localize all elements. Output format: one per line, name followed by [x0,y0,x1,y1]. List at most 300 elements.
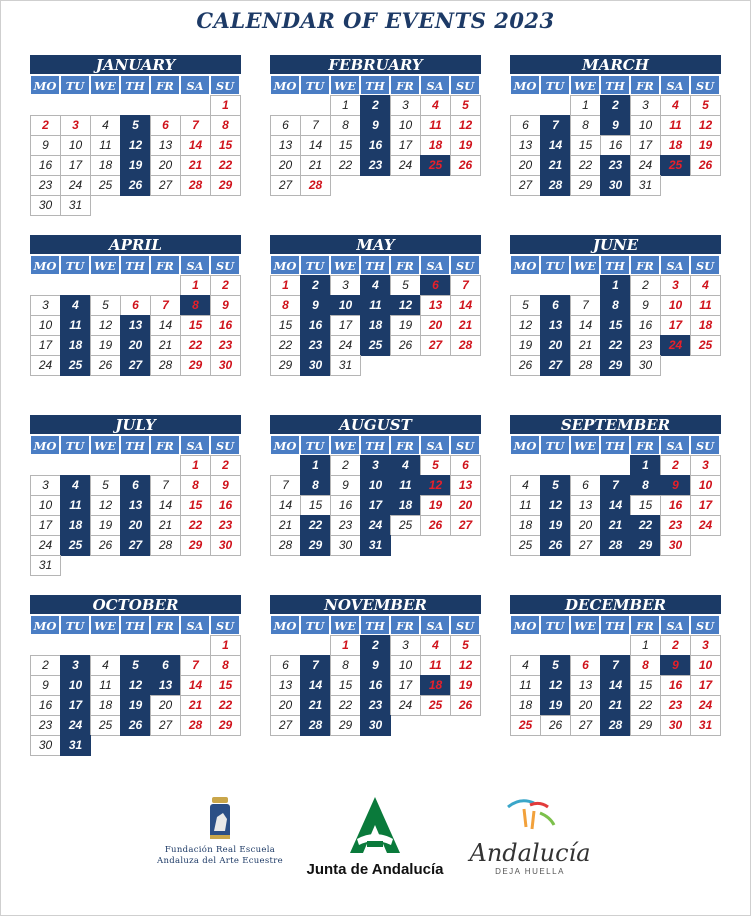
day-cell: 24 [360,515,391,536]
day-cell: 10 [690,655,721,676]
day-cell: 28 [180,175,211,196]
day-cell: 11 [90,135,121,156]
day-cell: 19 [510,335,541,356]
day-cell: 5 [120,115,151,136]
day-cell: 15 [570,135,601,156]
day-cell: 21 [540,155,571,176]
day-cell: 18 [390,495,421,516]
andalucia-horse-icon [500,795,560,835]
weekday-header: FR [150,75,180,95]
empty-cell [570,275,601,296]
day-cell: 23 [360,155,391,176]
day-cell: 23 [630,335,661,356]
day-cell: 27 [120,355,151,376]
day-cell: 17 [690,495,721,516]
weekday-header: MO [270,435,300,455]
day-cell: 27 [150,715,181,736]
empty-cell [60,95,91,116]
day-cell: 25 [90,715,121,736]
weekday-header: TH [360,435,390,455]
weekday-header: SA [660,75,690,95]
day-cell: 7 [300,115,331,136]
day-cell: 7 [180,115,211,136]
weekday-header: SU [450,255,480,275]
day-cell: 17 [390,135,421,156]
day-cell: 7 [180,655,211,676]
month-grid [510,615,721,735]
day-cell: 4 [510,655,541,676]
day-cell: 24 [690,695,721,716]
day-cell: 16 [630,315,661,336]
day-cell: 28 [600,535,631,556]
day-cell: 2 [360,635,391,656]
day-cell: 21 [570,335,601,356]
day-cell: 9 [30,135,61,156]
day-cell: 30 [30,195,61,216]
day-cell: 24 [60,175,91,196]
day-cell: 28 [570,355,601,376]
empty-cell [600,635,631,656]
day-cell: 28 [300,715,331,736]
weekday-header: SA [420,255,450,275]
weekday-header: MO [270,615,300,635]
weekday-header: FR [150,435,180,455]
day-cell: 17 [630,135,661,156]
day-cell: 26 [120,715,151,736]
day-cell: 30 [600,175,631,196]
day-cell: 26 [90,535,121,556]
day-cell: 16 [30,155,61,176]
day-cell: 6 [570,655,601,676]
day-cell: 4 [660,95,691,116]
day-cell: 31 [60,735,91,756]
day-cell: 24 [390,155,421,176]
weekday-header: TH [600,615,630,635]
month-april [30,235,241,375]
day-cell: 1 [300,455,331,476]
month-january [30,55,241,215]
day-cell: 14 [180,135,211,156]
month-march [510,55,721,195]
day-cell: 8 [330,655,361,676]
day-cell: 10 [330,295,361,316]
weekday-header: SU [210,75,240,95]
empty-cell [570,635,601,656]
day-cell: 23 [300,335,331,356]
day-cell: 23 [600,155,631,176]
day-cell: 31 [690,715,721,736]
month-may [270,235,481,375]
day-cell: 7 [570,295,601,316]
day-cell: 20 [570,515,601,536]
day-cell: 1 [210,95,241,116]
day-cell: 10 [390,655,421,676]
day-cell: 12 [690,115,721,136]
day-cell: 15 [330,675,361,696]
page-title: CALENDAR OF EVENTS 2023 [196,8,555,33]
day-cell: 2 [660,635,691,656]
day-cell: 23 [30,175,61,196]
day-cell: 10 [690,475,721,496]
day-cell: 5 [690,95,721,116]
day-cell: 16 [660,675,691,696]
day-cell: 21 [300,155,331,176]
weekday-header: SA [180,615,210,635]
day-cell: 30 [210,535,241,556]
weekday-header: TH [600,255,630,275]
weekday-header: WE [570,435,600,455]
empty-cell [150,275,181,296]
day-cell: 10 [390,115,421,136]
weekday-header: SU [450,75,480,95]
weekday-header: TU [60,615,90,635]
empty-cell [90,455,121,476]
day-cell: 25 [420,695,451,716]
weekday-header: WE [90,615,120,635]
empty-cell [540,275,571,296]
weekday-header: SA [420,435,450,455]
day-cell: 6 [150,115,181,136]
day-cell: 6 [540,295,571,316]
day-cell: 13 [450,475,481,496]
month-june [510,235,721,375]
day-cell: 15 [300,495,331,516]
empty-cell [270,635,301,656]
day-cell: 22 [630,695,661,716]
weekday-header: TU [540,255,570,275]
day-cell: 16 [360,135,391,156]
empty-cell [150,635,181,656]
day-cell: 17 [30,335,61,356]
day-cell: 25 [90,175,121,196]
day-cell: 13 [120,495,151,516]
day-cell: 1 [180,455,211,476]
day-cell: 24 [60,715,91,736]
day-cell: 20 [450,495,481,516]
weekday-header: MO [510,435,540,455]
day-cell: 22 [600,335,631,356]
month-december [510,595,721,735]
day-cell: 25 [510,715,541,736]
day-cell: 3 [390,95,421,116]
day-cell: 6 [150,655,181,676]
empty-cell [30,275,61,296]
day-cell: 3 [30,295,61,316]
day-cell: 12 [420,475,451,496]
weekday-header: SA [180,435,210,455]
day-cell: 14 [300,135,331,156]
day-cell: 25 [60,355,91,376]
day-cell: 8 [570,115,601,136]
day-cell: 20 [120,515,151,536]
day-cell: 20 [420,315,451,336]
day-cell: 18 [420,675,451,696]
day-cell: 24 [660,335,691,356]
day-cell: 10 [60,675,91,696]
day-cell: 26 [690,155,721,176]
day-cell: 6 [270,655,301,676]
day-cell: 21 [600,695,631,716]
day-cell: 10 [360,475,391,496]
day-cell: 28 [600,715,631,736]
day-cell: 20 [270,695,301,716]
day-cell: 22 [180,335,211,356]
month-august [270,415,481,555]
day-cell: 5 [450,635,481,656]
day-cell: 20 [150,155,181,176]
day-cell: 8 [270,295,301,316]
day-cell: 14 [600,675,631,696]
day-cell: 21 [300,695,331,716]
day-cell: 22 [210,155,241,176]
day-cell: 4 [420,635,451,656]
day-cell: 15 [180,315,211,336]
weekday-header: FR [390,615,420,635]
day-cell: 29 [210,175,241,196]
month-grid [270,615,481,735]
weekday-header: WE [330,435,360,455]
day-cell: 3 [630,95,661,116]
weekday-header: WE [90,435,120,455]
weekday-header: TH [120,615,150,635]
month-grid [30,255,241,375]
day-cell: 1 [270,275,301,296]
month-title: APRIL [30,235,241,254]
day-cell: 16 [300,315,331,336]
day-cell: 21 [150,515,181,536]
day-cell: 5 [540,655,571,676]
day-cell: 27 [120,535,151,556]
empty-cell [150,95,181,116]
day-cell: 11 [90,675,121,696]
empty-cell [270,455,301,476]
empty-cell [30,455,61,476]
day-cell: 14 [300,675,331,696]
day-cell: 2 [630,275,661,296]
day-cell: 3 [360,455,391,476]
day-cell: 18 [510,695,541,716]
day-cell: 17 [60,695,91,716]
day-cell: 28 [540,175,571,196]
weekday-header: MO [510,75,540,95]
day-cell: 16 [330,495,361,516]
day-cell: 8 [300,475,331,496]
month-title: SEPTEMBER [510,415,721,434]
day-cell: 11 [390,475,421,496]
day-cell: 12 [390,295,421,316]
day-cell: 30 [330,535,361,556]
weekday-header: SU [690,435,720,455]
weekday-header: SU [210,615,240,635]
day-cell: 27 [450,515,481,536]
day-cell: 22 [330,155,361,176]
weekday-header: FR [630,255,660,275]
day-cell: 1 [630,455,661,476]
day-cell: 15 [270,315,301,336]
weekday-header: WE [570,255,600,275]
weekday-header: TU [300,255,330,275]
day-cell: 11 [60,315,91,336]
day-cell: 4 [90,655,121,676]
day-cell: 23 [210,335,241,356]
day-cell: 6 [420,275,451,296]
day-cell: 7 [270,475,301,496]
day-cell: 20 [510,155,541,176]
day-cell: 23 [660,695,691,716]
empty-cell [510,455,541,476]
day-cell: 22 [270,335,301,356]
day-cell: 27 [270,175,301,196]
weekday-header: FR [630,75,660,95]
day-cell: 24 [690,515,721,536]
day-cell: 16 [30,695,61,716]
day-cell: 25 [60,535,91,556]
day-cell: 9 [210,475,241,496]
day-cell: 12 [450,115,481,136]
day-cell: 14 [270,495,301,516]
day-cell: 11 [690,295,721,316]
day-cell: 13 [570,675,601,696]
weekday-header: SA [180,75,210,95]
weekday-header: MO [270,75,300,95]
day-cell: 5 [90,475,121,496]
weekday-header: MO [510,615,540,635]
day-cell: 5 [540,475,571,496]
day-cell: 24 [30,355,61,376]
day-cell: 26 [450,155,481,176]
day-cell: 27 [570,535,601,556]
day-cell: 19 [450,135,481,156]
weekday-header: SA [660,615,690,635]
day-cell: 29 [630,535,661,556]
day-cell: 20 [270,155,301,176]
day-cell: 1 [570,95,601,116]
empty-cell [540,635,571,656]
day-cell: 18 [90,695,121,716]
empty-cell [60,275,91,296]
day-cell: 18 [510,515,541,536]
day-cell: 13 [510,135,541,156]
day-cell: 12 [90,315,121,336]
day-cell: 9 [300,295,331,316]
day-cell: 9 [360,115,391,136]
day-cell: 29 [570,175,601,196]
day-cell: 4 [390,455,421,476]
month-title: JUNE [510,235,721,254]
day-cell: 12 [510,315,541,336]
weekday-header: FR [150,615,180,635]
day-cell: 17 [690,675,721,696]
junta-name: Junta de Andalucía [306,861,444,878]
day-cell: 8 [180,295,211,316]
day-cell: 23 [360,695,391,716]
day-cell: 22 [180,515,211,536]
month-september [510,415,721,555]
empty-cell [120,95,151,116]
day-cell: 4 [90,115,121,136]
weekday-header: TU [300,75,330,95]
day-cell: 27 [510,175,541,196]
day-cell: 22 [300,515,331,536]
day-cell: 12 [540,675,571,696]
day-cell: 27 [420,335,451,356]
day-cell: 5 [390,275,421,296]
day-cell: 29 [600,355,631,376]
day-cell: 19 [90,335,121,356]
month-november [270,595,481,735]
day-cell: 23 [30,715,61,736]
weekday-header: SU [450,435,480,455]
day-cell: 9 [210,295,241,316]
weekday-header: SA [420,615,450,635]
month-grid [270,435,481,555]
junta-a-icon [345,795,405,857]
empty-cell [570,455,601,476]
day-cell: 28 [150,355,181,376]
day-cell: 30 [300,355,331,376]
day-cell: 5 [90,295,121,316]
day-cell: 3 [60,115,91,136]
day-cell: 9 [660,475,691,496]
day-cell: 26 [540,715,571,736]
empty-cell [180,635,211,656]
day-cell: 15 [210,675,241,696]
day-cell: 19 [540,515,571,536]
empty-cell [600,455,631,476]
month-title: JULY [30,415,241,434]
day-cell: 23 [660,515,691,536]
weekday-header: SU [210,435,240,455]
day-cell: 16 [660,495,691,516]
day-cell: 15 [180,495,211,516]
day-cell: 19 [690,135,721,156]
weekday-header: FR [150,255,180,275]
day-cell: 23 [210,515,241,536]
day-cell: 24 [390,695,421,716]
month-title: NOVEMBER [270,595,481,614]
day-cell: 8 [330,115,361,136]
day-cell: 14 [150,315,181,336]
empty-cell [540,455,571,476]
day-cell: 11 [420,655,451,676]
day-cell: 7 [150,295,181,316]
month-title: DECEMBER [510,595,721,614]
empty-cell [90,275,121,296]
weekday-header: WE [330,615,360,635]
day-cell: 9 [630,295,661,316]
day-cell: 18 [90,155,121,176]
day-cell: 21 [270,515,301,536]
day-cell: 21 [450,315,481,336]
day-cell: 14 [450,295,481,316]
day-cell: 16 [210,315,241,336]
day-cell: 26 [540,535,571,556]
day-cell: 9 [660,655,691,676]
day-cell: 15 [330,135,361,156]
day-cell: 12 [90,495,121,516]
day-cell: 2 [360,95,391,116]
day-cell: 18 [690,315,721,336]
weekday-header: TU [540,615,570,635]
day-cell: 31 [30,555,61,576]
day-cell: 4 [60,295,91,316]
day-cell: 25 [660,155,691,176]
day-cell: 19 [120,695,151,716]
day-cell: 2 [600,95,631,116]
day-cell: 4 [690,275,721,296]
day-cell: 12 [120,135,151,156]
weekday-header: WE [570,75,600,95]
